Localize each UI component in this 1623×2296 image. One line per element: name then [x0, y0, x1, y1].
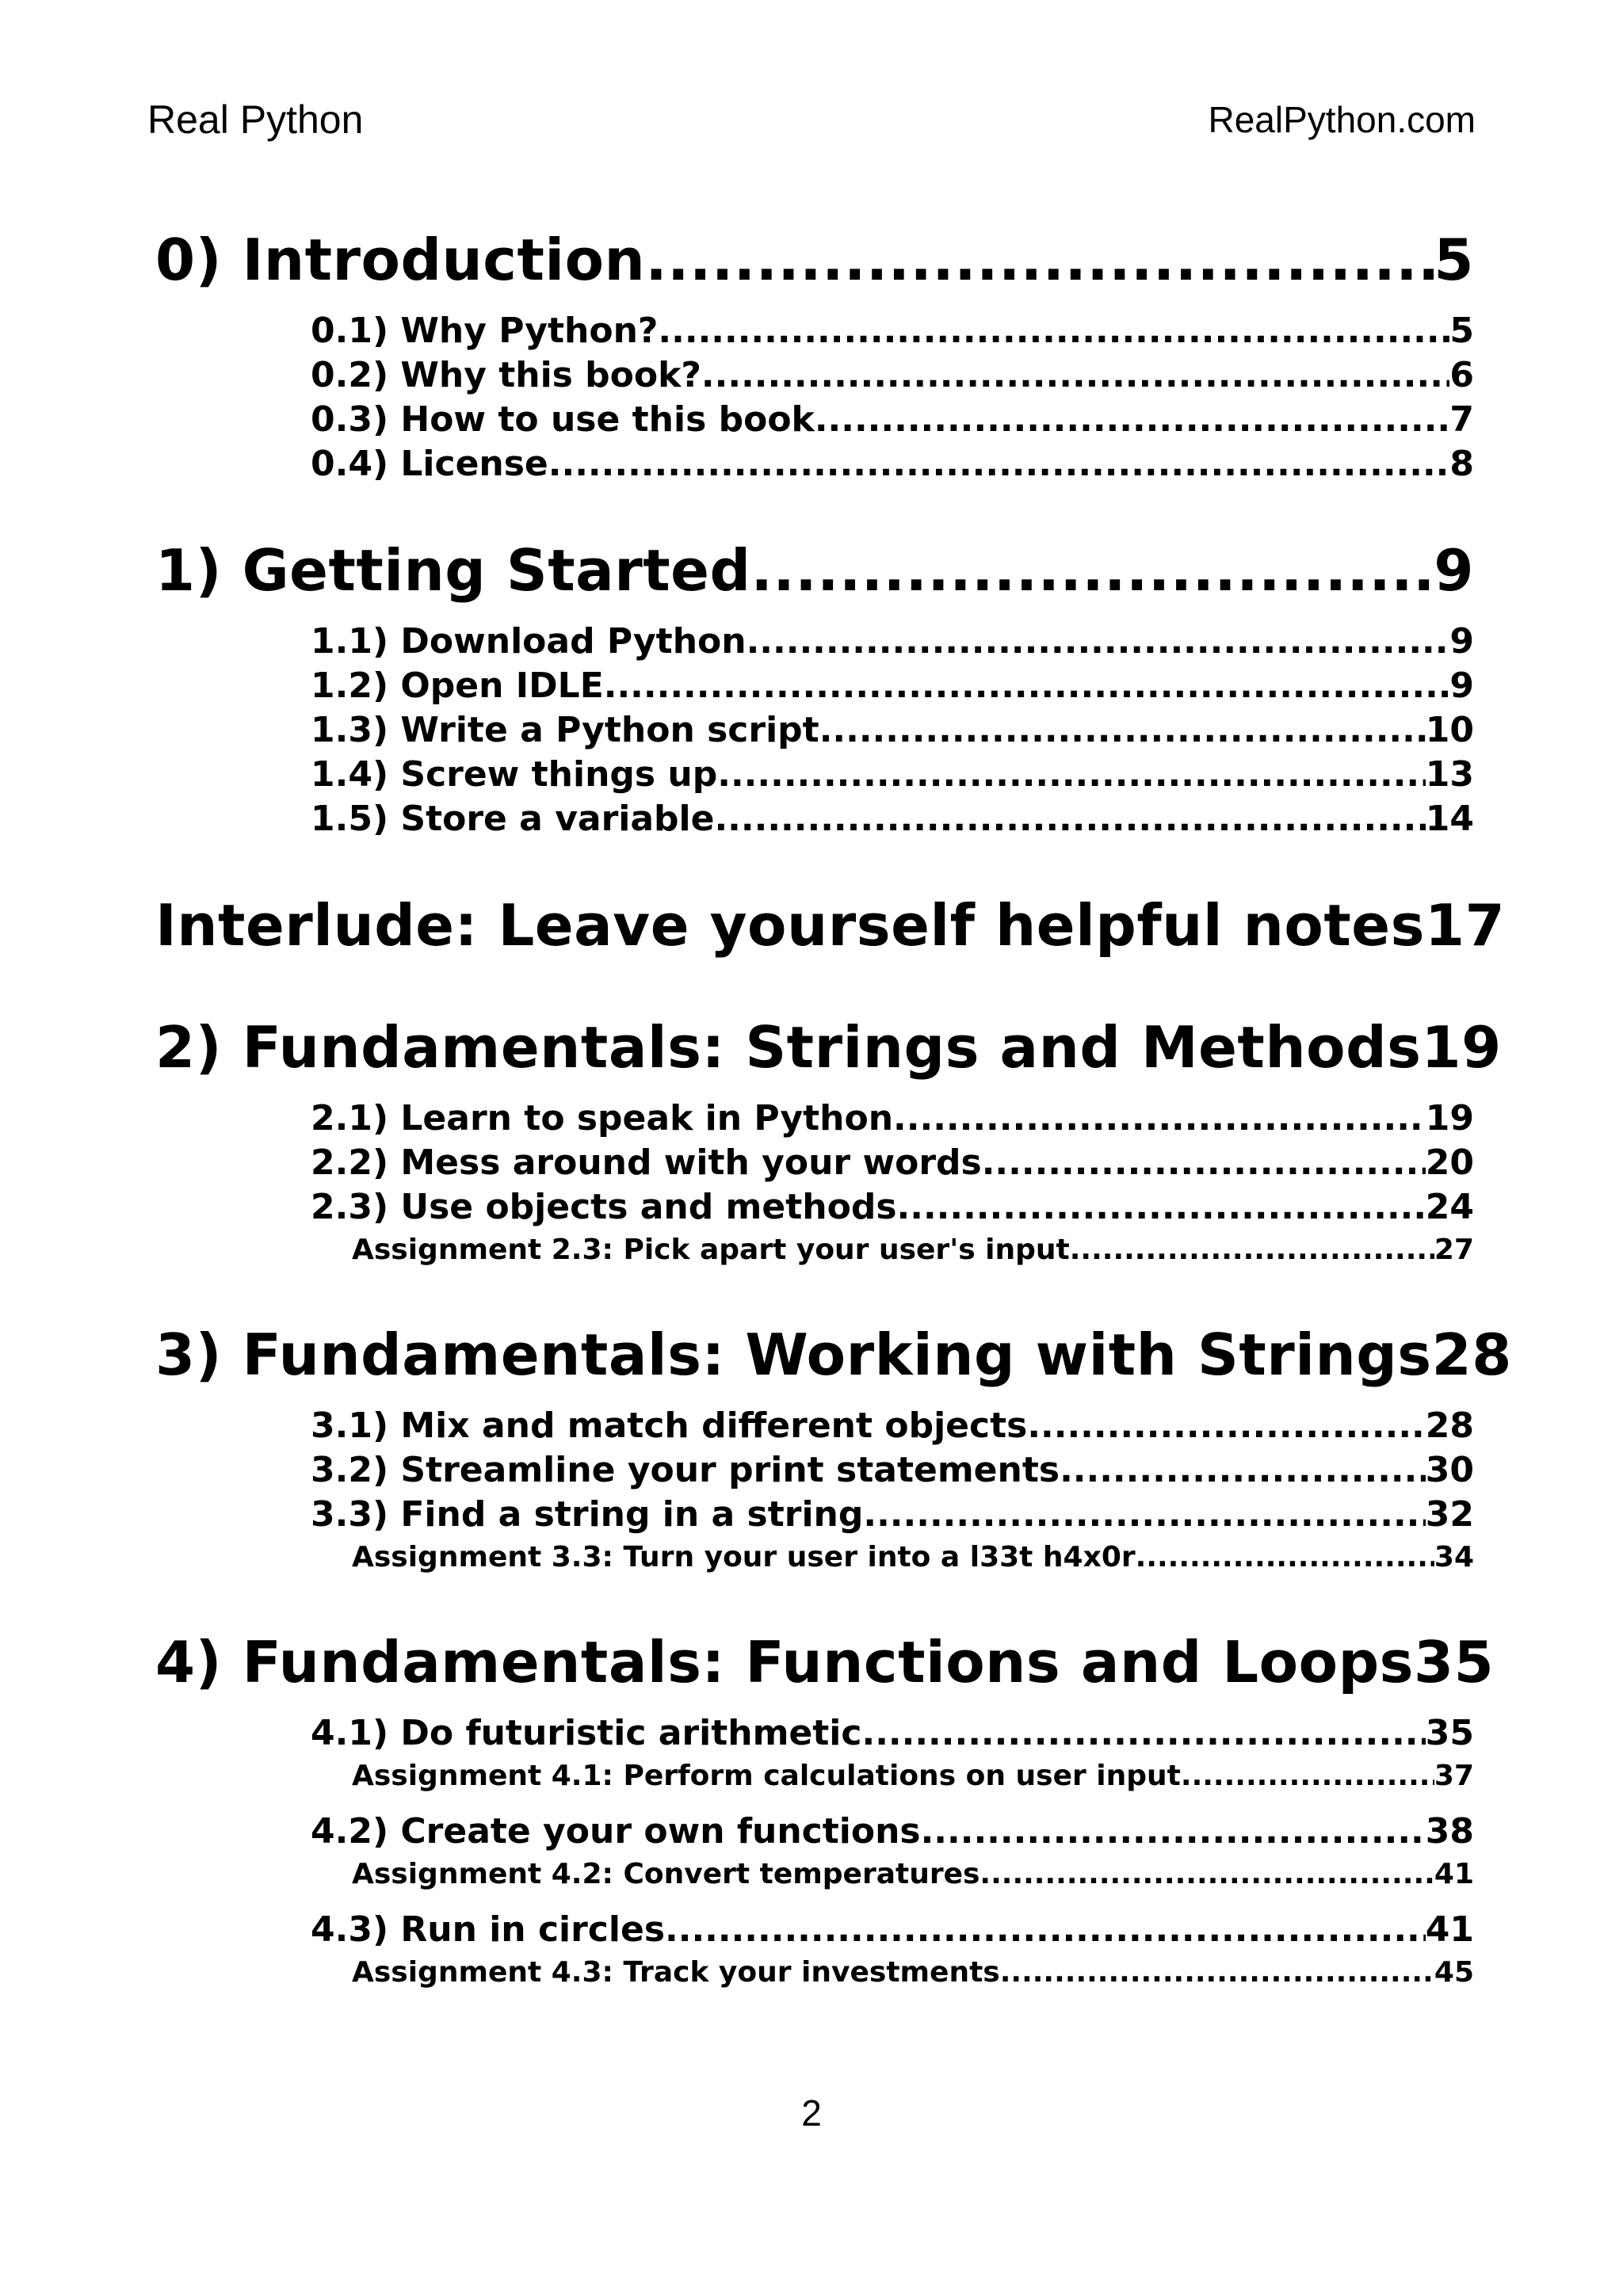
toc-entry-title: 1.2) Open IDLE — [311, 666, 604, 706]
dot-leader — [861, 1711, 1425, 1756]
toc-assignment-entry[interactable] — [155, 1537, 1474, 1578]
toc-entry-page: 17 — [1425, 892, 1506, 959]
dot-leader — [665, 1908, 1426, 1952]
dot-leader — [548, 442, 1450, 486]
dot-leader — [1060, 1448, 1426, 1493]
toc-entry-page: 28 — [1425, 1405, 1474, 1446]
toc-subsection-entry[interactable] — [155, 1097, 1474, 1141]
toc-entry-title: 2) Fundamentals: Strings and Methods — [155, 1014, 1422, 1081]
toc-entry-page: 24 — [1425, 1187, 1474, 1227]
toc-entry-title: 3) Fundamentals: Working with Strings — [155, 1322, 1432, 1388]
toc-entry-page: 5 — [1449, 311, 1474, 351]
toc-entry-page: 9 — [1449, 666, 1474, 706]
toc-entry-title: 2.2) Mess around with your words — [311, 1142, 982, 1183]
toc-chapter-entry[interactable] — [155, 1624, 1495, 1700]
dot-leader — [658, 309, 1449, 353]
toc-subsection-entry[interactable] — [155, 753, 1474, 797]
toc-entry-page: 32 — [1425, 1494, 1474, 1535]
toc-subsection-entry[interactable] — [155, 1810, 1474, 1854]
toc-entry-title: 1.3) Write a Python script — [311, 710, 819, 750]
toc-entry-page: 45 — [1434, 1956, 1474, 1989]
dot-leader — [819, 708, 1426, 753]
dot-leader — [982, 1141, 1426, 1185]
toc-chapter-entry[interactable] — [155, 887, 1506, 963]
toc-entry-title: 1) Getting Started — [155, 537, 751, 604]
toc-entry-title: 2.1) Learn to speak in Python — [311, 1098, 894, 1138]
toc-subsection-entry[interactable] — [155, 1711, 1474, 1756]
toc-subsection-entry[interactable] — [155, 1448, 1474, 1493]
toc-entry-title: Assignment 4.2: Convert temperatures — [352, 1858, 980, 1890]
toc-entry-title: 4.2) Create your own functions — [311, 1811, 921, 1852]
toc-entry-page: 28 — [1431, 1322, 1512, 1388]
toc-entry-page: 14 — [1425, 799, 1474, 839]
toc-entry-title: 0.3) How to use this book — [311, 399, 815, 440]
toc-entry-title: 4.1) Do futuristic arithmetic — [311, 1713, 862, 1753]
toc-entry-page: 41 — [1425, 1909, 1474, 1950]
toc-entry-page: 30 — [1425, 1450, 1474, 1490]
toc-chapter-entry[interactable] — [155, 222, 1474, 298]
dot-leader — [1027, 1404, 1425, 1448]
toc-entry-page: 35 — [1414, 1629, 1495, 1695]
toc-entry-title: Assignment 2.3: Pick apart your user's input — [352, 1234, 1070, 1266]
toc-entry-page: 19 — [1421, 1014, 1502, 1081]
toc-subsection-entry[interactable] — [155, 1185, 1474, 1230]
toc-entry-title: Assignment 4.3: Track your investments — [352, 1956, 1000, 1989]
toc-chapter-entry[interactable] — [155, 1317, 1512, 1393]
toc-entry-page: 38 — [1425, 1811, 1474, 1852]
dot-leader — [921, 1810, 1426, 1854]
toc-entry-page: 13 — [1425, 754, 1474, 795]
dot-leader — [863, 1493, 1425, 1537]
toc-chapter-entry[interactable] — [155, 1009, 1502, 1085]
dot-leader — [1181, 1756, 1434, 1797]
toc-entry-title: 3.2) Streamline your print statements — [311, 1450, 1060, 1490]
toc-entry-title: 4) Fundamentals: Functions and Loops — [155, 1629, 1415, 1695]
toc-subsection-entry[interactable] — [155, 1493, 1474, 1537]
toc-entry-title: 0.4) License — [311, 444, 548, 484]
toc-subsection-entry[interactable] — [155, 620, 1474, 664]
dot-leader — [747, 620, 1450, 664]
toc-entry-title: Interlude: Leave yourself helpful notes — [155, 892, 1425, 959]
toc-entry-title: 4.3) Run in circles — [311, 1909, 666, 1950]
toc-subsection-entry[interactable] — [155, 664, 1474, 708]
toc-section — [155, 887, 1506, 963]
dot-leader — [701, 353, 1449, 398]
page-header — [147, 92, 1476, 147]
table-of-contents — [155, 222, 1512, 2039]
toc-entry-page: 41 — [1434, 1858, 1474, 1890]
toc-entry-page: 37 — [1434, 1760, 1474, 1792]
toc-section — [155, 532, 1474, 841]
dot-leader — [751, 532, 1434, 608]
toc-subsection-entry[interactable] — [155, 1404, 1474, 1448]
toc-entry-page: 27 — [1434, 1234, 1474, 1266]
toc-subsection-entry[interactable] — [155, 398, 1474, 442]
toc-entry-title: Assignment 3.3: Turn your user into a l33t h4x0r — [352, 1541, 1136, 1573]
toc-section — [155, 1317, 1512, 1578]
page-number: 2 — [801, 2092, 822, 2134]
toc-section — [155, 222, 1474, 486]
toc-entry-page: 9 — [1449, 621, 1474, 662]
toc-entry-title: 1.5) Store a variable — [311, 799, 715, 839]
toc-section — [155, 1009, 1502, 1271]
toc-assignment-entry[interactable] — [155, 1230, 1474, 1271]
toc-entry-page: 20 — [1425, 1142, 1474, 1183]
toc-entry-page: 9 — [1434, 537, 1474, 604]
toc-entry-title: 3.3) Find a string in a string — [311, 1494, 864, 1535]
toc-assignment-entry[interactable] — [155, 1756, 1474, 1797]
dot-leader — [893, 1097, 1426, 1141]
toc-entry-page: 10 — [1425, 710, 1474, 750]
toc-chapter-entry[interactable] — [155, 532, 1474, 608]
header-right-site: RealPython.com — [1208, 99, 1476, 140]
toc-subsection-entry[interactable] — [155, 309, 1474, 353]
toc-subsection-entry[interactable] — [155, 442, 1474, 486]
toc-entry-title: 3.1) Mix and match different objects — [311, 1405, 1028, 1446]
toc-entry-page: 6 — [1449, 355, 1474, 395]
toc-subsection-entry[interactable] — [155, 1141, 1474, 1185]
dot-leader — [1070, 1230, 1434, 1271]
toc-subsection-entry[interactable] — [155, 1908, 1474, 1952]
toc-assignment-entry[interactable] — [155, 1952, 1474, 1993]
dot-leader — [1136, 1537, 1434, 1578]
toc-entry-page: 35 — [1425, 1713, 1474, 1753]
toc-subsection-entry[interactable] — [155, 708, 1474, 753]
toc-entry-page: 34 — [1434, 1541, 1474, 1573]
toc-entry-page: 7 — [1449, 399, 1474, 440]
dot-leader — [604, 664, 1450, 708]
toc-subsection-entry[interactable] — [155, 353, 1474, 398]
toc-entry-title: 1.1) Download Python — [311, 621, 747, 662]
toc-section — [155, 1624, 1495, 1993]
toc-subsection-entry[interactable] — [155, 797, 1474, 841]
toc-entry-page: 5 — [1434, 227, 1474, 293]
toc-entry-page: 8 — [1449, 444, 1474, 484]
toc-assignment-entry[interactable] — [155, 1854, 1474, 1895]
dot-leader — [815, 398, 1450, 442]
toc-entry-title: 2.3) Use objects and methods — [311, 1187, 897, 1227]
dot-leader — [645, 222, 1434, 298]
dot-leader — [714, 797, 1425, 841]
dot-leader — [717, 753, 1426, 797]
dot-leader — [1000, 1952, 1434, 1993]
header-left-title: Real Python — [147, 97, 364, 142]
dot-leader — [897, 1185, 1426, 1230]
toc-entry-title: 0.1) Why Python? — [311, 311, 659, 351]
toc-entry-title: 0) Introduction — [155, 227, 646, 293]
toc-entry-page: 19 — [1425, 1098, 1474, 1138]
toc-entry-title: Assignment 4.1: Perform calculations on user input — [352, 1760, 1181, 1792]
toc-entry-title: 0.2) Why this book? — [311, 355, 701, 395]
toc-entry-title: 1.4) Screw things up — [311, 754, 718, 795]
dot-leader — [980, 1854, 1434, 1895]
